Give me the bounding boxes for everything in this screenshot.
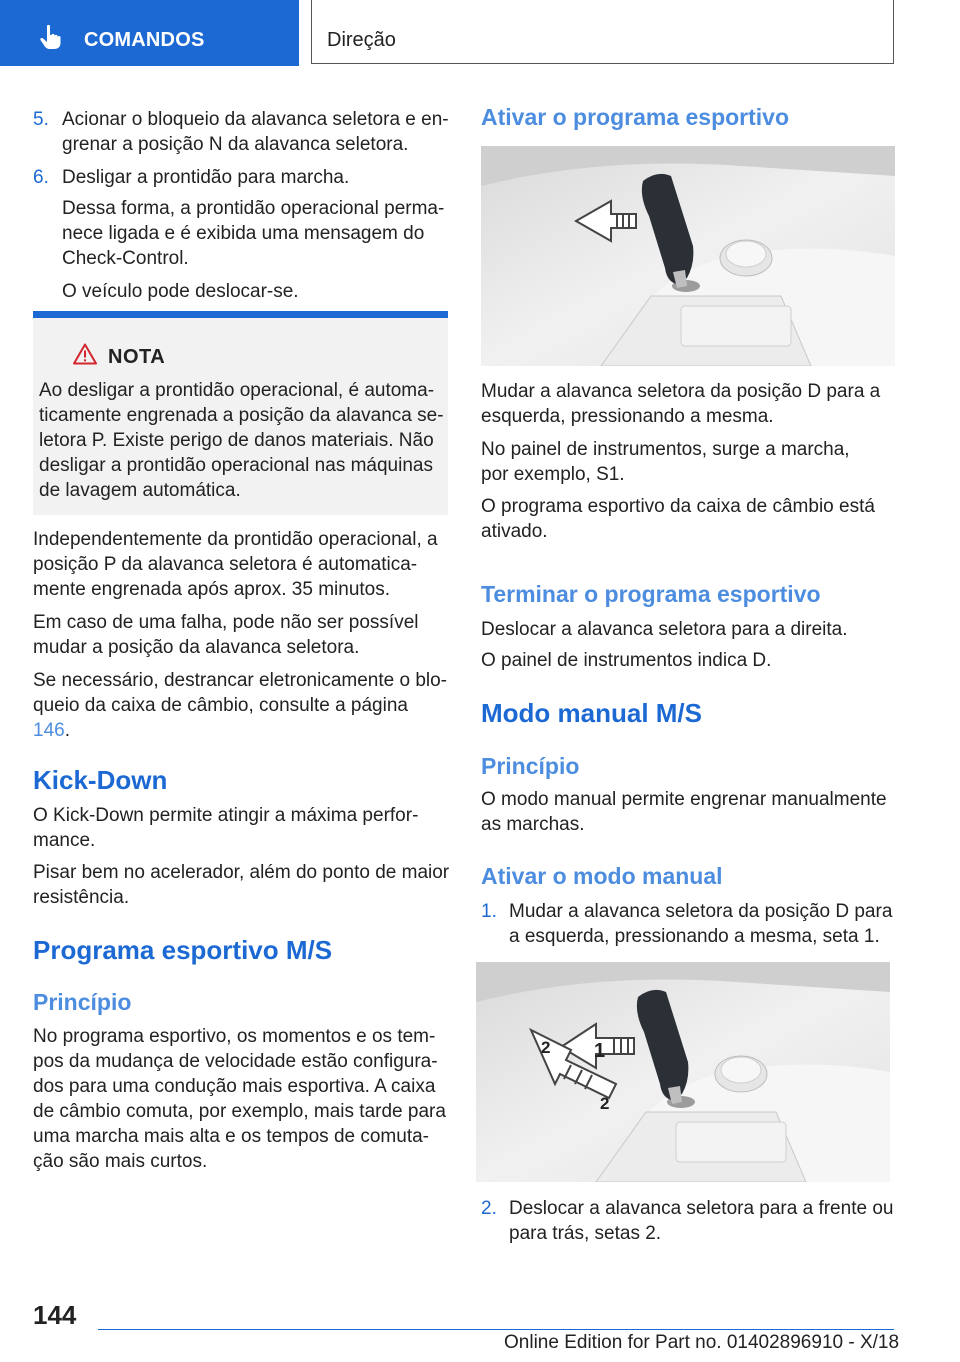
- heading-principle-sport: Princípio: [33, 989, 132, 1015]
- note-line: de lavagem automática.: [39, 480, 241, 501]
- text-line: No programa esportivo, os momentos e os tem‐: [33, 1026, 436, 1047]
- step-6-number: 6.: [33, 167, 49, 188]
- text-line: Deslocar a alavanca seletora para a frente ou: [509, 1198, 894, 1219]
- chapter-label: Direção: [327, 29, 396, 51]
- heading-end-sport: Terminar o programa esportivo: [481, 581, 821, 607]
- gear-selector-illustration: [481, 146, 895, 366]
- arrow-label-2-left: 2: [541, 1038, 551, 1057]
- step-6-line-1: Desligar a prontidão para marcha.: [62, 167, 350, 188]
- paragraph-end-1: Deslocar a alavanca seletora para a direita.: [481, 619, 848, 640]
- heading-principle-manual: Princípio: [481, 753, 580, 779]
- chapter-box: [311, 0, 894, 64]
- paragraph-end-2: O painel de instrumentos indica D.: [481, 650, 772, 671]
- footer-divider: [98, 1329, 894, 1330]
- text-period: .: [64, 720, 70, 741]
- text-line: Se necessário, destrancar eletronicamente o blo‐: [33, 670, 448, 691]
- text-line: a esquerda, pressionando a mesma, seta 1.: [509, 926, 880, 947]
- note-title: NOTA: [108, 346, 166, 368]
- manual-step-1-text: [509, 899, 892, 949]
- text-line: posição P da alavanca seletora é automatica‐: [33, 554, 418, 575]
- paragraph-falha: [33, 610, 419, 660]
- text-line: Em caso de uma falha, pode não ser possível: [33, 612, 419, 633]
- text-line: para trás, setas 2.: [509, 1223, 662, 1244]
- heading-activate-manual: Ativar o modo manual: [481, 863, 723, 889]
- text-line: queio da caixa de câmbio, consulte a página: [33, 695, 408, 716]
- paragraph-prontidao: [33, 527, 438, 602]
- text-line: esquerda, pressionando a mesma.: [481, 406, 774, 427]
- heading-manual-mode: Modo manual M/S: [481, 698, 702, 728]
- step-6-para-line-2: nece ligada e é exibida uma mensagem do: [62, 223, 425, 244]
- text-line: ção são mais curtos.: [33, 1151, 208, 1172]
- step-6-para-line-4: O veículo pode deslocar-se.: [62, 281, 299, 302]
- manual-step-2-number: 2.: [481, 1198, 497, 1219]
- note-line: letora P. Existe perigo de danos materiais. Não: [39, 430, 434, 451]
- step-5-line-2: grenar a posição N da alavanca seletora.: [62, 134, 409, 155]
- text-line: mance.: [33, 830, 96, 851]
- text-line: Pisar bem no acelerador, além do ponto de maior: [33, 862, 450, 883]
- text-line: No painel de instrumentos, surge a marcha,: [481, 439, 850, 460]
- step-6-para-line-1: Dessa forma, a prontidão operacional perma‐: [62, 198, 445, 219]
- step-5-number: 5.: [33, 109, 49, 130]
- text-line: resistência.: [33, 887, 130, 908]
- gear-selector-manual-illustration: [476, 962, 890, 1182]
- text-line: mudar a posição da alavanca seletora.: [33, 637, 360, 658]
- text-line: ativado.: [481, 521, 548, 542]
- text-line: O programa esportivo da caixa de câmbio está: [481, 496, 875, 517]
- heading-activate-sport: Ativar o programa esportivo: [481, 104, 790, 130]
- page-number: 144: [33, 1300, 77, 1330]
- text-line: dos para uma condução mais esportiva. A caixa: [33, 1076, 436, 1097]
- footer-edition: Online Edition for Part no. 01402896910 - X/18: [504, 1332, 900, 1353]
- heading-sport-program: Programa esportivo M/S: [33, 935, 333, 965]
- step-6-para-line-3: Check-Control.: [62, 248, 189, 269]
- text-line: uma marcha mais alta e os tempos de comuta‐: [33, 1126, 430, 1147]
- text-line: Mudar a alavanca seletora da posição D para: [509, 901, 893, 922]
- note-line: ticamente engrenada a posição da alavanca se‐: [39, 405, 444, 426]
- paragraph-activate-1: [481, 379, 880, 429]
- section-tab[interactable]: [0, 0, 299, 66]
- text-line: de câmbio comuta, por exemplo, mais tarde para: [33, 1101, 446, 1122]
- paragraph-activate-3: [481, 494, 875, 544]
- arrow-label-1: 1: [594, 1040, 606, 1062]
- text-line: O Kick-Down permite atingir a máxima perfor‐: [33, 805, 419, 826]
- gear-selector-image-2: [476, 962, 890, 1182]
- arrow-label-2-bottom: 2: [600, 1094, 610, 1113]
- hand-pointer-icon: [38, 24, 64, 50]
- paragraph-activate-2: [481, 437, 850, 487]
- heading-kick-down: Kick-Down: [33, 765, 168, 795]
- note-box: [33, 311, 448, 515]
- manual-step-1-number: 1.: [481, 901, 497, 922]
- text-line: mente engrenada após aprox. 35 minutos.: [33, 579, 391, 600]
- text-line: as marchas.: [481, 814, 585, 835]
- step-5-line-1: Acionar o bloqueio da alavanca seletora e en‐: [62, 109, 449, 130]
- note-body: [39, 378, 444, 503]
- paragraph-destrancar: [33, 668, 447, 743]
- text-line: Mudar a alavanca seletora da posição D para a: [481, 381, 881, 402]
- text-line: por exemplo, S1.: [481, 464, 625, 485]
- note-line: desligar a prontidão operacional nas máquinas: [39, 455, 433, 476]
- text-line: pos da mudança de velocidade estão configura‐: [33, 1051, 438, 1072]
- warning-icon: [73, 343, 97, 365]
- page-reference-link[interactable]: 146: [33, 720, 65, 741]
- paragraph-sport-principle: [33, 1024, 446, 1174]
- paragraph-kick-down-2: [33, 860, 449, 910]
- section-label: COMANDOS: [84, 29, 205, 51]
- gear-selector-image-1: [481, 146, 895, 366]
- paragraph-manual-principle: [481, 787, 887, 837]
- text-line: Independentemente da prontidão operacional, a: [33, 529, 438, 550]
- manual-step-2-text: [509, 1196, 893, 1246]
- paragraph-kick-down-1: [33, 803, 418, 853]
- text-line: O modo manual permite engrenar manualmente: [481, 789, 887, 810]
- note-line: Ao desligar a prontidão operacional, é automa‐: [39, 380, 435, 401]
